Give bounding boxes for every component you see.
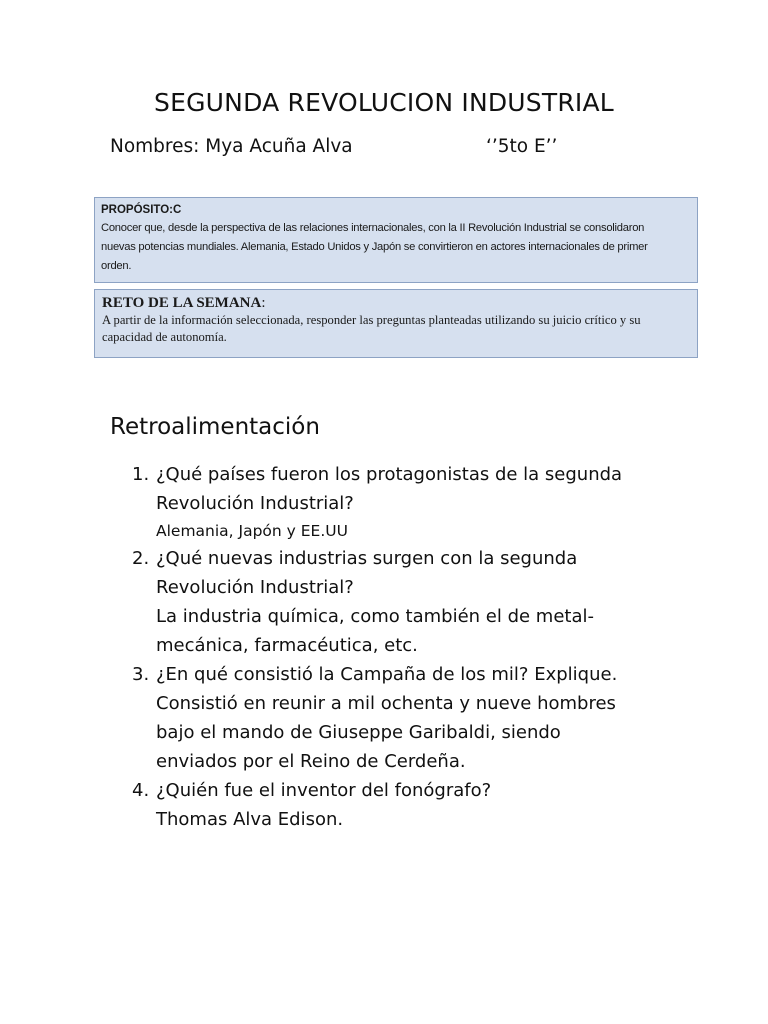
question-number: 3. <box>132 664 150 685</box>
question-item-4 <box>132 776 692 834</box>
answer-line: La industria química, como también el de metal- <box>156 606 594 627</box>
question-number: 4. <box>132 780 150 801</box>
proposito-line: Conocer que, desde la perspectiva de las relaciones internacionales, con la II Revolución Industrial se consolidaron <box>101 222 645 234</box>
question-line: ¿Qué nuevas industrias surgen con la segunda <box>156 548 578 569</box>
question-item-1 <box>132 460 692 544</box>
reto-heading <box>102 295 690 312</box>
document-title: SEGUNDA REVOLUCION INDUSTRIAL <box>154 88 614 117</box>
answer-line: Thomas Alva Edison. <box>156 809 344 830</box>
reto-colon: : <box>261 295 266 311</box>
proposito-text <box>101 219 691 276</box>
answer-line: Alemania, Japón y EE.UU <box>156 522 348 540</box>
answer-line: bajo el mando de Giuseppe Garibaldi, siendo <box>156 722 561 743</box>
question-number: 1. <box>132 464 150 485</box>
question-list <box>132 460 692 834</box>
question-line: ¿En qué consistió la Campaña de los mil? Explique. <box>156 664 618 685</box>
reto-line: A partir de la información seleccionada, responder las preguntas planteadas utilizando su juicio crítico y su <box>102 313 641 327</box>
student-names: Nombres: Mya Acuña Alva <box>110 136 353 157</box>
question-line: Revolución Industrial? <box>156 577 354 598</box>
question-line: ¿Quién fue el inventor del fonógrafo? <box>156 780 492 801</box>
answer-line: Consistió en reunir a mil ochenta y nueve hombres <box>156 693 616 714</box>
reto-line: capacidad de autonomía. <box>102 330 227 344</box>
question-item-2 <box>132 544 692 660</box>
question-line: Revolución Industrial? <box>156 493 354 514</box>
section-title: Retroalimentación <box>110 414 320 440</box>
reto-text <box>102 312 690 346</box>
student-group: ‘’5to E’’ <box>486 136 558 157</box>
answer-line: enviados por el Reino de Cerdeña. <box>156 751 466 772</box>
question-line: ¿Qué países fueron los protagonistas de la segunda <box>156 464 623 485</box>
proposito-box <box>94 197 698 283</box>
proposito-line: nuevas potencias mundiales. Alemania, Estado Unidos y Japón se convirtieron en actores internacionales de primer <box>101 241 648 253</box>
proposito-line: orden. <box>101 260 132 272</box>
question-number: 2. <box>132 548 150 569</box>
reto-label: RETO DE LA SEMANA <box>102 295 262 311</box>
reto-box <box>94 289 698 358</box>
proposito-label: PROPÓSITO:C <box>101 204 182 216</box>
answer-line: mecánica, farmacéutica, etc. <box>156 635 418 656</box>
question-item-3 <box>132 660 692 776</box>
